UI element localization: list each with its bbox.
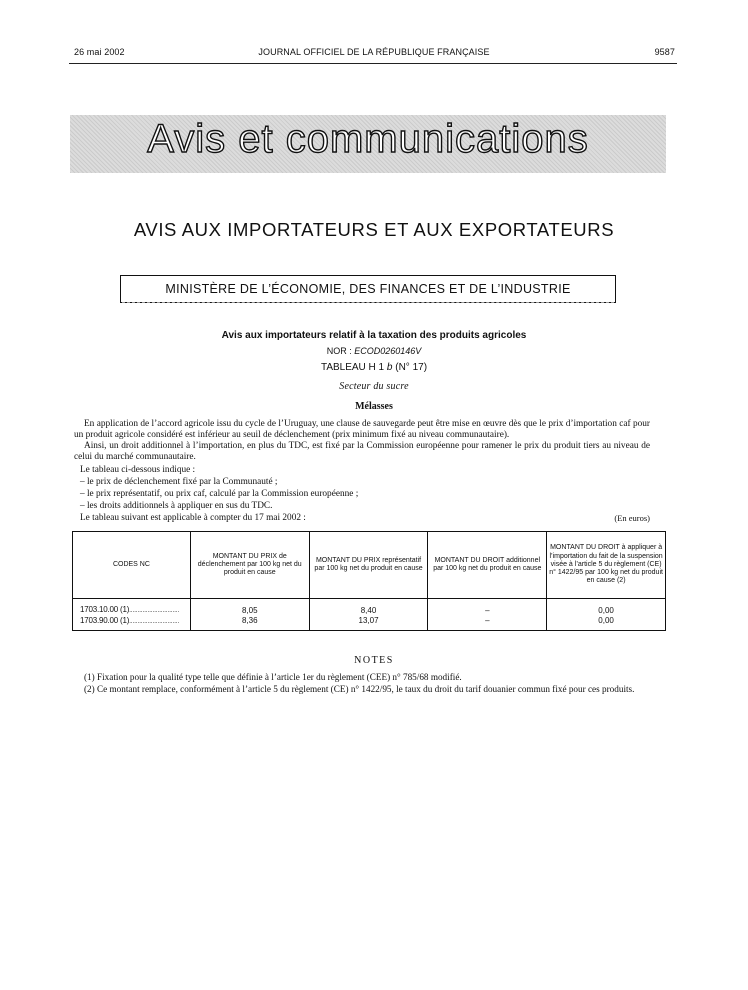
cell-representative-price: 8,40: [309, 605, 428, 616]
cell-additional-duty: –: [428, 616, 547, 631]
ministry-box: [120, 275, 616, 303]
nor-reference: [0, 346, 748, 356]
list-intro: Le tableau ci-dessous indique :: [80, 465, 196, 475]
tableau-suffix: (N° 17): [392, 362, 428, 373]
section-banner: [70, 115, 666, 173]
column-header-suspension-duty: MONTANT DU DROIT à appliquer à l’importation du fait de la suspension visée à l’article 5 du règlement (CE) n° 1422/95 par 100 kg net du produit en cause (2): [547, 532, 666, 599]
header-page-number: 9587: [654, 47, 675, 57]
ministry-name: MINISTÈRE DE L’ÉCONOMIE, DES FINANCES ET DE L’INDUSTRIE: [165, 282, 571, 296]
cell-representative-price: 13,07: [309, 616, 428, 631]
ministry-underline: [122, 302, 614, 304]
table-row: [73, 616, 666, 631]
banner-title: Avis et communications: [147, 117, 589, 161]
nor-label: NOR :: [326, 346, 355, 356]
column-header-trigger-price: MONTANT DU PRIX de déclenchement par 100 kg net du produit en cause: [190, 532, 309, 599]
column-header-representative-price: MONTANT DU PRIX représentatif par 100 kg net du produit en cause: [309, 532, 428, 599]
note-2: (2) Ce montant remplace, conformément à l’article 5 du règlement (CE) n° 1422/95, le taux du droit du tarif douanier commun fixé pour ces produits.: [84, 684, 635, 694]
list-item: – le prix de déclenchement fixé par la Communauté ;: [80, 477, 278, 487]
paragraph-droit-additionnel: Ainsi, un droit additionnel à l’importation, en plus du TDC, est fixé par la Commission européenne pour ramener le prix du produit tiers au niveau de celui du marché communautaire.: [74, 441, 650, 462]
cell-suspension-duty: 0,00: [547, 605, 666, 616]
product-heading: Mélasses: [355, 401, 393, 412]
cell-additional-duty: –: [428, 605, 547, 616]
tariff-table: [72, 531, 666, 631]
header-journal-title: JOURNAL OFFICIEL DE LA RÉPUBLIQUE FRANÇAISE: [258, 47, 490, 57]
column-header-codes: CODES NC: [73, 532, 191, 599]
column-header-additional-duty: MONTANT DU DROIT additionnel par 100 kg net du produit en cause: [428, 532, 547, 599]
table-row: [73, 605, 666, 616]
sector-name: Secteur du sucre: [339, 381, 409, 392]
header-rule: [69, 63, 677, 64]
tableau-heading: [0, 362, 748, 373]
list-item: – le prix représentatif, ou prix caf, calculé par la Commission européenne ;: [80, 489, 359, 499]
cell-code: 1703.90.00 (1)..............................: [73, 616, 191, 631]
tableau-b: b: [386, 362, 393, 373]
currency-note: (En euros): [614, 513, 650, 523]
paragraph-application: En application de l’accord agricole issu du cycle de l’Uruguay, une clause de sauvegarde peut être mise en œuvre dès que le prix d’importation caf pour un produit agricole considéré est inférieur au seuil de déclenchement (prix minimum fixé au niveau communautaire).: [74, 419, 650, 440]
header-date: 26 mai 2002: [74, 47, 125, 57]
table-header-row: [73, 532, 666, 599]
cell-trigger-price: 8,36: [190, 616, 309, 631]
cell-trigger-price: 8,05: [190, 605, 309, 616]
applicability-date: Le tableau suivant est applicable à compter du 17 mai 2002 :: [80, 513, 306, 523]
section-title: AVIS AUX IMPORTATEURS ET AUX EXPORTATEURS: [133, 219, 615, 240]
note-1: (1) Fixation pour la qualité type telle que définie à l’article 1er du règlement (CEE) n° 785/68 modifié.: [84, 672, 462, 682]
notice-title: Avis aux importateurs relatif à la taxation des produits agricoles: [221, 330, 527, 341]
nor-code: ECOD0260146V: [354, 346, 422, 356]
tableau-prefix: TABLEAU H 1: [320, 362, 387, 373]
list-item: – les droits additionnels à appliquer en sus du TDC.: [80, 501, 273, 511]
notes-title: NOTES: [354, 655, 394, 666]
cell-suspension-duty: 0,00: [547, 616, 666, 631]
cell-code: 1703.10.00 (1)..............................: [73, 605, 191, 616]
